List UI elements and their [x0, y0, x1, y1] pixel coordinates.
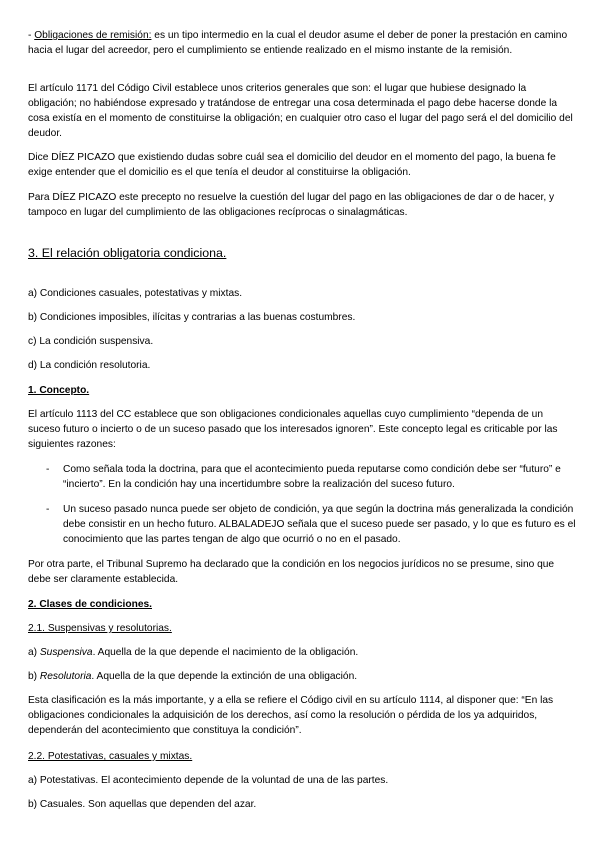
paragraph-diez-picazo-domicilio: Dice DÍEZ PICAZO que existiendo dudas sobre cuál sea el domicilio del deudor en el momento del pago, la buena fe exige entender que el domicilio es el que tenía el deudor al constituirse la obligación.	[28, 152, 556, 178]
list-item: c) La condición suspensiva.	[28, 336, 154, 347]
bullet-item	[46, 502, 576, 547]
paragraph-concepto: El artículo 1113 del CC establece que son obligaciones condicionales aquellas cuyo cumplimiento “dependa de un suceso futuro o incierto o de un suceso pasado que los interesados ignoren”. Este concepto legal es criticable por las siguientes razones:	[28, 409, 558, 450]
paragraph-tribunal-supremo: Por otra parte, el Tribunal Supremo ha declarado que la condición en los negocios jurídicos no se presume, sino que debe ser claramente establecida.	[28, 559, 555, 585]
bullet-item	[46, 462, 576, 492]
paragraph-clasificacion: Esta clasificación es la más importante, y a ella se refiere el Código civil en su artículo 1114, al disponer que: “En las obligaciones condicionales la adquisición de los derechos, así como la resolución o pérdida de los ya adquiridos, dependerán del acontecimiento que constituya la condición”.	[28, 695, 554, 736]
paragraph-obligaciones-remision: - Obligaciones de remisión: es un tipo intermedio en la cual el deudor asume el deber de poner la prestación en camino hacia el lugar del acreedor, pero el cumplimiento se entiende realizado en el mismo instante de la remisión.	[28, 30, 568, 56]
item-resolutoria: b) Resolutoria. Aquella de la que depende la extinción de una obligación.	[28, 671, 358, 682]
list-item: d) La condición resolutoria.	[28, 360, 151, 371]
bullet-dash: -	[46, 504, 50, 515]
item-casuales: b) Casuales. Son aquellas que dependen del azar.	[28, 799, 257, 810]
section-title: 3. El relación obligatoria condiciona.	[28, 246, 227, 260]
bullet-dash: -	[46, 464, 50, 475]
paragraph-articulo-1171: El artículo 1171 del Código Civil establece unos criterios generales que son: el lugar que hubiese designado la obligación; no habiéndose expresado y tratándose de entregar una cosa determinada el pago debe hacerse donde la cosa existía en el momento de constituirse la obligación; en cualquier otro caso el lugar del pago será el del domicilio del deudor.	[28, 83, 573, 139]
heading-potestativas-casuales: 2.2. Potestativas, casuales y mixtas.	[28, 751, 193, 762]
bullet-text: Como señala toda la doctrina, para que el acontecimiento pueda reputarse como condición debe ser “futuro” e “incierto”. En la condición hay una incertidumbre sobre la realización del suceso futuro.	[63, 464, 561, 490]
bullet-text: Un suceso pasado nunca puede ser objeto de condición, ya que según la doctrina más generalizada la condición debe consistir en un hecho futuro. ALBALADEJO señala que el suceso puede ser pasado, y lo que es futuro es el conocimiento que las partes tengan de algo que ocurrió o no en el pasado.	[63, 504, 576, 545]
heading-concepto: 1. Concepto.	[28, 385, 90, 396]
term-obligaciones-remision: Obligaciones de remisión:	[34, 30, 152, 41]
term-suspensiva: Suspensiva	[39, 647, 93, 658]
paragraph-diez-picazo-precepto: Para DÍEZ PICAZO este precepto no resuelve la cuestión del lugar del pago en las obligaciones de dar o de hacer, y tampoco en lugar del cumplimiento de las obligaciones recíprocas o sinalagmáticas.	[28, 192, 555, 218]
heading-clases: 2. Clases de condiciones.	[28, 599, 152, 610]
item-potestativas: a) Potestativas. El acontecimiento depende de la voluntad de una de las partes.	[28, 775, 389, 786]
list-item: a) Condiciones casuales, potestativas y mixtas.	[28, 288, 243, 299]
heading-suspensivas-resolutorias: 2.1. Suspensivas y resolutorias.	[28, 623, 172, 634]
item-suspensiva: a) Suspensiva. Aquella de la que depende el nacimiento de la obligación.	[28, 647, 359, 658]
term-resolutoria: Resolutoria	[39, 671, 92, 682]
list-item: b) Condiciones imposibles, ilícitas y contrarias a las buenas costumbres.	[28, 312, 356, 323]
